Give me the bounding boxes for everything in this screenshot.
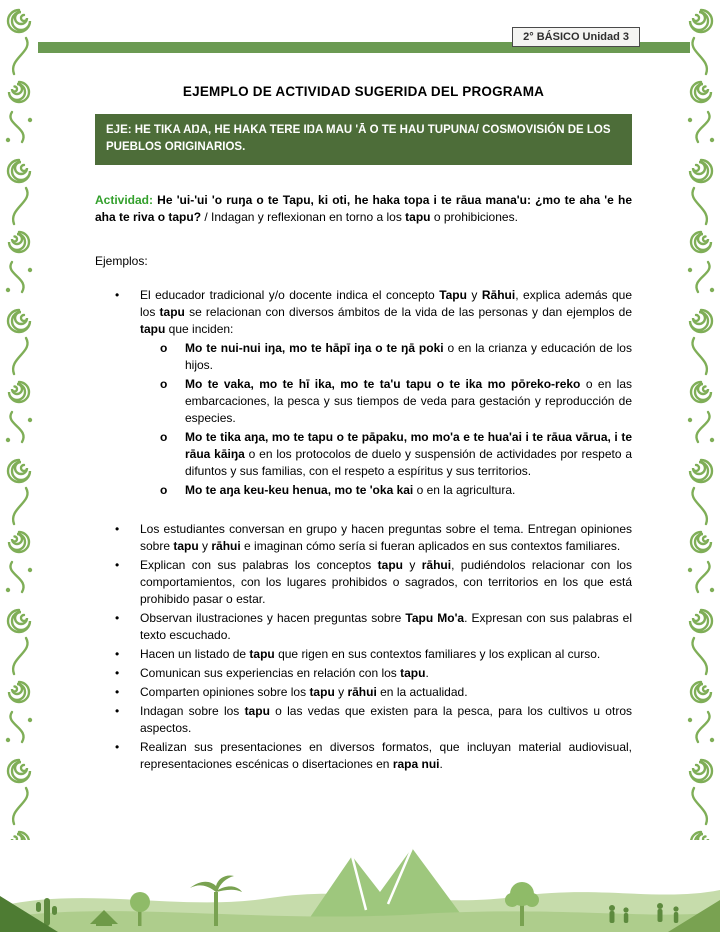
bullet-marker: • [115, 557, 120, 572]
sub-list-item-duelo [95, 429, 632, 480]
sub-bullet-marker: o [160, 429, 168, 444]
sub-list-item-crianza [95, 340, 632, 374]
sub-list-item-agricultura [95, 482, 632, 499]
list-item-text: Observan ilustraciones y hacen preguntas sobre Tapu Mo'a. Expresan con sus palabras el texto escuchado. [140, 610, 633, 642]
list-item-conversan [95, 521, 632, 555]
grade-unit-badge [512, 27, 640, 47]
bullet-marker: • [115, 610, 120, 625]
eje-banner-text: EJE: HE TIKA AŊA, HE HAKA TERE IŊA MAU 'Ā O TE HAU TUPUNA/ COSMOVISIÓN DE LOS PUEBLOS ORIGINARIOS. [106, 124, 611, 154]
list-item-listado [95, 646, 632, 663]
eje-banner [95, 114, 632, 165]
list-item-explican [95, 557, 632, 608]
bullet-marker: • [115, 684, 120, 699]
activity-label: Actividad: [95, 192, 154, 207]
list-item-text: Comparten opiniones sobre los tapu y rāhui en la actualidad. [140, 684, 468, 699]
sub-list-item-text: Mo te nui-nui iŋa, mo te hāpī iŋa o te ŋā poki o en la crianza y educación de los hijos. [185, 340, 632, 372]
activity-paragraph [95, 192, 632, 226]
sub-bullet-marker: o [160, 340, 168, 355]
list-item-indagan [95, 703, 632, 737]
decorative-koru-border-left [0, 0, 38, 860]
sub-list-item-text: Mo te tika aŋa, mo te tapu o te pāpaku, mo mo'a e te hua'ai i te rāua vārua, i te rāua kāiŋa o en los protocolos de duelo y suspensión de actividades por respeto a difuntos y sus familias, con el respeto a espíritus y sus territorios. [185, 429, 632, 478]
list-item-text: El educador tradicional y/o docente indica el concepto Tapu y Rāhui, explica además que los tapu se relacionan con diversos ámbitos de la vida de las personas y dan ejemplos de tapu que inciden: [140, 287, 633, 336]
list-item-observan [95, 610, 632, 644]
list-item-text: Explican con sus palabras los conceptos tapu y rāhui, pudiéndolos relacionar con los comportamientos, con los lugares prohibidos o sagrados, con territorios en los que está prohibido pasar o estar. [140, 557, 632, 606]
sub-list-item-pesca [95, 376, 632, 427]
bullet-marker: • [115, 665, 120, 680]
sub-list-item-text: Mo te vaka, mo te hī ika, mo te ta'u tapu o te ika mo pōreko-reko o en las embarcaciones, la pesca y sus tiempos de veda para gestación y reproducción de especies. [185, 376, 632, 425]
activity-text: He 'ui-'ui 'o ruŋa o te Tapu, ki oti, he haka topa i te rāua mana'u: ¿mo te aha 'e he aha te riva o tapu? / Indagan y reflexionan en torno a los tapu o prohibiciones. [95, 192, 632, 224]
bullet-marker: • [115, 739, 120, 754]
list-item-text: Los estudiantes conversan en grupo y hacen preguntas sobre el tema. Entregan opiniones sobre tapu y rāhui e imaginan cómo sería si fueran aplicados en sus contextos familiares. [140, 521, 632, 553]
bullet-marker: • [115, 703, 120, 718]
sub-bullet-marker: o [160, 482, 168, 497]
examples-list [95, 287, 632, 773]
list-item-comparten [95, 684, 632, 701]
list-item-presentaciones [95, 739, 632, 773]
sub-bullet-marker: o [160, 376, 168, 391]
decorative-koru-border-right [682, 0, 720, 860]
list-item-text: Realizan sus presentaciones en diversos formatos, que incluyan material audiovisual, representaciones escénicas o disertaciones en rapa nui. [140, 739, 632, 771]
list-item-comunican [95, 665, 632, 682]
sub-list-item-text: Mo te aŋa keu-keu henua, mo te 'oka kai o en la agricultura. [185, 482, 516, 497]
list-group-gap [95, 501, 632, 521]
page-title: EJEMPLO DE ACTIVIDAD SUGERIDA DEL PROGRAMA [182, 84, 545, 99]
footer-landscape-art [0, 840, 720, 932]
bullet-marker: • [115, 287, 120, 302]
list-item-text: Indagan sobre los tapu o las vedas que existen para la pesca, para los cultivos u otros aspectos. [140, 703, 632, 735]
bullet-marker: • [115, 646, 120, 661]
document-content [95, 0, 632, 775]
list-item-text: Comunican sus experiencias en relación con los tapu. [140, 665, 429, 680]
list-item-concept-intro [95, 287, 632, 338]
examples-label: Ejemplos: [95, 253, 148, 268]
bullet-marker: • [115, 521, 120, 536]
list-item-text: Hacen un listado de tapu que rigen en sus contextos familiares y los explican al curso. [140, 646, 601, 661]
grade-unit-label: 2° BÁSICO Unidad 3 [523, 31, 629, 43]
